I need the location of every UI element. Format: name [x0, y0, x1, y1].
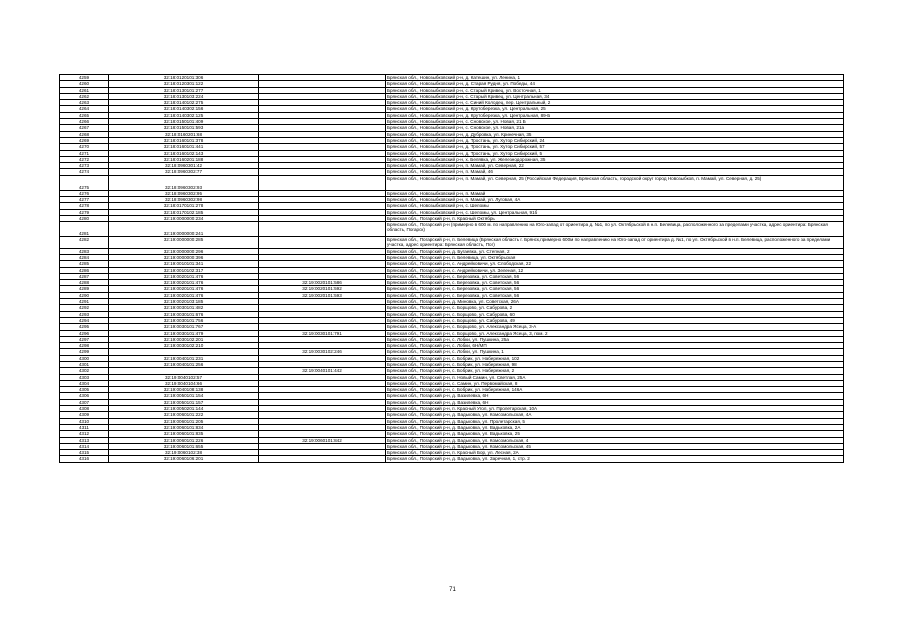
cadastral-number-cell: 32:19:0060102:38 — [109, 450, 259, 456]
row-number-cell: 4266 — [60, 119, 109, 125]
cadastral-number-cell: 32:18:0960301:42 — [109, 163, 259, 169]
address-cell: Брянская обл., Погарский р-н, с. Андрейковичи, ул. Зеленая, 12 — [386, 267, 844, 273]
cadastral-number-cell: 32:18:0120101:306 — [109, 75, 259, 81]
cadastral-number-cell: 32:19:0000000:296 — [109, 248, 259, 254]
cadastral-number-cell: 32:19:0030101:482 — [109, 305, 259, 311]
address-cell: Брянская обл., Новозыбковский р-н, д. Крутоберезка, ул. Центральная, 25 — [386, 106, 844, 112]
parcel-number-cell: 32:19:0030101:791 — [259, 330, 386, 336]
page-number: 71 — [449, 587, 456, 593]
row-number-cell: 4296 — [60, 330, 109, 336]
row-number-cell: 4261 — [60, 87, 109, 93]
address-cell: Брянская обл., Погарский р-н, с. Самин, ул. Первомайская, 8 — [386, 380, 844, 386]
row-number-cell: 4310 — [60, 418, 109, 424]
row-number-cell: 4278 — [60, 203, 109, 209]
address-cell: Брянская обл., Новозыбковский р-н, д. Катешин, ул. Ленина, 1 — [386, 75, 844, 81]
cadastral-number-cell: 32:19:0050101:154 — [109, 393, 259, 399]
row-number-cell: 4291 — [60, 299, 109, 305]
cadastral-number-cell: 32:18:0160201:188 — [109, 156, 259, 162]
parcel-number-cell — [259, 456, 386, 462]
row-number-cell: 4263 — [60, 100, 109, 106]
row-number-cell: 4260 — [60, 81, 109, 87]
parcel-number-cell: 32:19:0060101:842 — [259, 437, 386, 443]
address-cell: Брянская обл., Погарский р-н, д. Вадьковка, ул. Пролетарская, 5 — [386, 418, 844, 424]
row-number-cell: 4280 — [60, 215, 109, 221]
row-number-cell: 4290 — [60, 292, 109, 298]
parcel-number-cell — [259, 222, 386, 237]
cadastral-number-cell: 32:18:0130101:277 — [109, 87, 259, 93]
address-cell: Брянская обл., Погарский р-н (примерно в 600 м. по направлению на Юго-запад от ориентира д. №1, по ул. Октябрьской в н.п. Белевица, расположенного за пределами участка, адрес ориентира: Брянская область, Погарск) — [386, 222, 844, 237]
address-cell: Брянская обл., Погарский р-н, с. Борщово, ул. Сабурова, 60 — [386, 311, 844, 317]
cadastral-number-cell: 32:18:0140102:275 — [109, 100, 259, 106]
cadastral-number-cell: 32:19:0000000:234 — [109, 215, 259, 221]
address-cell: Брянская обл., Погарский р-н, с. Борщово, ул. Сабурова, 2 — [386, 305, 844, 311]
row-number-cell: 4308 — [60, 406, 109, 412]
cadastral-number-cell: 32:18:0120301:122 — [109, 81, 259, 87]
address-cell: Брянская обл., Новозыбковский р-н, с. Шеломы, ул. Центральная, 91б — [386, 209, 844, 215]
row-number-cell: 4276 — [60, 190, 109, 196]
address-cell: Брянская обл., Погарский р-н, с. Борщово, ул. Александра Ясеца, 3, пом. 2 — [386, 330, 844, 336]
cadastral-number-cell: 32:19:0000000:241 — [109, 222, 259, 237]
address-cell: Брянская обл., Новозыбковский р-н, д. Старая Рудня, ул. Победы, 44 — [386, 81, 844, 87]
address-cell: Брянская обл., Погарский р-н, с. Лобки, ул. Пушкина, 1 — [386, 349, 844, 355]
row-number-cell: 4284 — [60, 254, 109, 260]
cadastral-number-cell: 32:19:0050101:157 — [109, 399, 259, 405]
row-number-cell: 4297 — [60, 336, 109, 342]
cadastral-number-cell: 32:19:0020101:476 — [109, 273, 259, 279]
cadastral-number-cell: 32:19:0040108:138 — [109, 387, 259, 393]
cadastral-number-cell: 32:18:0140302:125 — [109, 112, 259, 118]
address-cell: Брянская обл., Новозыбковский р-н, с. Сновское, ул. Новая, 21 Б — [386, 119, 844, 125]
address-cell: Брянская обл., Погарский р-н, п. Красный Октябрь — [386, 215, 844, 221]
row-number-cell: 4283 — [60, 248, 109, 254]
row-number-cell: 4259 — [60, 75, 109, 81]
row-number-cell: 4274 — [60, 169, 109, 175]
row-number-cell: 4288 — [60, 280, 109, 286]
cadastral-number-cell: 32:19:0030101:756 — [109, 317, 259, 323]
row-number-cell: 4269 — [60, 137, 109, 143]
address-cell: Брянская обл., Новозыбковский р-н, с. Сновское, ул. Новая, 21а — [386, 125, 844, 131]
row-number-cell: 4305 — [60, 387, 109, 393]
cadastral-number-cell: 32:19:0030101:479 — [109, 330, 259, 336]
address-cell: Брянская обл., Погарский р-н, д. Вазилевка, 6Н — [386, 399, 844, 405]
row-number-cell: 4285 — [60, 261, 109, 267]
address-cell: Брянская обл., Новозыбковский р-н, д. Тростань, ул. Хутор Сибирский, 57 — [386, 144, 844, 150]
cadastral-number-cell: 32:19:0020101:476 — [109, 286, 259, 292]
row-number-cell: 4262 — [60, 93, 109, 99]
address-cell: Брянская обл., Погарский р-н, с. Бобрик, ул. Набережная, 98 — [386, 361, 844, 367]
address-cell: Брянская обл., Новозыбковский р-н, с. Синий Колодец, пер. Центральный, 2 — [386, 100, 844, 106]
cadastral-number-cell: 32:19:0000000:396 — [109, 254, 259, 260]
row-number-cell: 4268 — [60, 131, 109, 137]
row-number-cell: 4272 — [60, 156, 109, 162]
cadastral-number-cell: 32:18:0140302:156 — [109, 106, 259, 112]
cadastral-number-cell: 32:19:0020101:476 — [109, 292, 259, 298]
row-number-cell: 4315 — [60, 450, 109, 456]
cadastral-number-cell: 32:18:0150101:409 — [109, 119, 259, 125]
cadastral-number-cell: 32:19:0040102:57 — [109, 374, 259, 380]
address-cell: Брянская обл., Погарский р-н, д. Бугаевка, ул. Степная, 2 — [386, 248, 844, 254]
cadastral-number-cell: 32:19:0060101:205 — [109, 418, 259, 424]
row-number-cell: 4304 — [60, 380, 109, 386]
cadastral-number-cell: 32:18:0960302:98 — [109, 197, 259, 203]
registry-table — [59, 74, 844, 463]
cadastral-number-cell: 32:19:0060101:226 — [109, 437, 259, 443]
cadastral-number-cell: 32:19:0040101:256 — [109, 361, 259, 367]
address-cell: Брянская обл., Погарский р-н, п. Белевица (Брянская область г. Брянск,примерно 600м по направлению на Юго-запад от ориентира д. №1, по ул. Октябрьской в н.п. Белевица, расположенного за пределами участка, адрес ориентира: Брянская область, Пог) — [386, 237, 844, 248]
registry-table-body — [60, 75, 844, 463]
row-number-cell: 4295 — [60, 324, 109, 330]
row-number-cell: 4312 — [60, 431, 109, 437]
address-cell: Брянская обл., Погарский р-н, д. Вадьковка, ул. Вадьковка, 2А — [386, 424, 844, 430]
cadastral-number-cell: 32:18:0160201:68 — [109, 131, 259, 137]
row-number-cell: 4301 — [60, 361, 109, 367]
parcel-number-cell — [259, 237, 386, 248]
address-cell: Брянская обл., Новозыбковский р-н, п. Мамай, ул. Северная, 22 — [386, 163, 844, 169]
cadastral-number-cell: 32:19:0040101:231 — [109, 355, 259, 361]
cadastral-number-cell: 32:19:0060101:222 — [109, 412, 259, 418]
address-cell: Брянская обл., Погарский р-н, с. Березовка, ул. Советская, 56 — [386, 280, 844, 286]
address-cell: Брянская обл., Новозыбковский р-н, п. Мамай — [386, 190, 844, 196]
row-number-cell: 4307 — [60, 399, 109, 405]
cadastral-number-cell: 32:18:0150101:593 — [109, 125, 259, 131]
address-cell: Брянская обл., Погарский р-н, д. Вадьковка, ул. Комсомольская, 45 — [386, 443, 844, 449]
row-number-cell: 4314 — [60, 443, 109, 449]
row-number-cell: 4298 — [60, 343, 109, 349]
table-row — [60, 222, 844, 237]
address-cell: Брянская обл., Погарский р-н, п. Новый Самин, ул. Светлая, 25А — [386, 374, 844, 380]
address-cell: Брянская обл., Погарский р-н, с. Лобки, ул. Пушкина, 25а — [386, 336, 844, 342]
address-cell: Брянская обл., Новозыбковский р-н, х. Белявка, ул. Железнодорожная, 35 — [386, 156, 844, 162]
row-number-cell: 4281 — [60, 222, 109, 237]
address-cell: Брянская обл., Новозыбковский р-н, с. Старый Кривец, ул. Центральная, 34 — [386, 93, 844, 99]
cadastral-number-cell: 32:18:0960302:93 — [109, 175, 259, 190]
cadastral-number-cell: 32:19:0020103:185 — [109, 299, 259, 305]
row-number-cell: 4287 — [60, 273, 109, 279]
cadastral-number-cell: 32:18:0960302:77 — [109, 169, 259, 175]
address-cell: Брянская обл., Погарский р-н, с. Березовка, ул. Советская, 56 — [386, 286, 844, 292]
cadastral-number-cell: 32:19:0060101:835 — [109, 431, 259, 437]
address-cell: Брянская обл., Погарский р-н, с. Березовка, ул. Советская, 56 — [386, 292, 844, 298]
row-number-cell: 4282 — [60, 237, 109, 248]
address-cell: Брянская обл., Погарский р-н, с. Бобрик, ул. Набережная, 2 — [386, 368, 844, 374]
row-number-cell: 4309 — [60, 412, 109, 418]
table-row — [60, 456, 844, 462]
address-cell: Брянская обл., Новозыбковский р-н, п. Мамай, 46 — [386, 169, 844, 175]
row-number-cell: 4293 — [60, 311, 109, 317]
cadastral-number-cell: 32:19:0030102:201 — [109, 336, 259, 342]
row-number-cell: 4306 — [60, 393, 109, 399]
parcel-number-cell — [259, 175, 386, 190]
cadastral-number-cell: 32:19:0060106:201 — [109, 456, 259, 462]
row-number-cell: 4279 — [60, 209, 109, 215]
cadastral-number-cell: 32:19:0010101:341 — [109, 261, 259, 267]
address-cell: Брянская обл., Погарский р-н, д. Вадьковка, ул. Комсомольская, 4 — [386, 437, 844, 443]
row-number-cell: 4292 — [60, 305, 109, 311]
address-cell: Брянская обл., Погарский р-н, п. Красный Угол, ул. Пролетарская, 10А — [386, 406, 844, 412]
cadastral-number-cell: 32:18:0960302:95 — [109, 190, 259, 196]
address-cell: Брянская обл., Погарский р-н, д. Миновка, ул. Советская, 26А — [386, 299, 844, 305]
cadastral-number-cell: 32:19:0000000:285 — [109, 237, 259, 248]
address-cell: Брянская обл., Погарский р-н, с. Борщово, ул. Александра Ясеца, 3-А — [386, 324, 844, 330]
parcel-number-cell: 32:19:0030102:246 — [259, 349, 386, 355]
row-number-cell: 4264 — [60, 106, 109, 112]
row-number-cell: 4286 — [60, 267, 109, 273]
cadastral-number-cell: 32:19:0020101:476 — [109, 280, 259, 286]
address-cell: Брянская обл., Погарский р-н, с. Борщово, ул. Сабурова, 49 — [386, 317, 844, 323]
cadastral-number-cell: 32:18:0160102:143 — [109, 150, 259, 156]
address-cell: Брянская обл., Новозыбковский р-н, п. Мамай, ул. Луговая, 4А — [386, 197, 844, 203]
address-cell: Брянская обл., Новозыбковский р-н, д. Тростань, ул. Хутор Сибирский, 24 — [386, 137, 844, 143]
table-row — [60, 175, 844, 190]
cadastral-number-cell: 32:19:0040104:66 — [109, 380, 259, 386]
cadastral-number-cell: 32:18:0160101:441 — [109, 144, 259, 150]
cadastral-number-cell: 32:18:0160101:378 — [109, 137, 259, 143]
address-cell: Брянская обл., Погарский р-н, с. Лобки, 6Н/МП — [386, 343, 844, 349]
parcel-number-cell: 32:19:0020101:586 — [259, 280, 386, 286]
cadastral-number-cell: 32:19:0010102:317 — [109, 267, 259, 273]
address-cell: Брянская обл., Погарский р-н, д. Вадьковка, ул. Вадьковка, 25 — [386, 431, 844, 437]
cadastral-number-cell: 32:19:0030102:210 — [109, 343, 259, 349]
address-cell: Брянская обл., Новозыбковский р-н, д. Дубровка, ул. Кринечная, 35 — [386, 131, 844, 137]
cadastral-number-cell: 32:19:0060101:834 — [109, 424, 259, 430]
address-cell: Брянская обл., Погарский р-н, д. Вадьковка, ул. Комсомольская, 4А — [386, 412, 844, 418]
address-cell: Брянская обл., Новозыбковский р-н, д. Тростань, ул. Хутор Сибирский, 5 — [386, 150, 844, 156]
row-number-cell: 4270 — [60, 144, 109, 150]
row-number-cell: 4294 — [60, 317, 109, 323]
address-cell: Брянская обл., Погарский р-н, п. Белевица, ул. Октябрьская — [386, 254, 844, 260]
address-cell: Брянская обл., Погарский р-н, с. Бобрик, ул. Набережная, 146А — [386, 387, 844, 393]
row-number-cell: 4316 — [60, 456, 109, 462]
cadastral-number-cell: 32:19:0060101:655 — [109, 443, 259, 449]
address-cell: Брянская обл., Погарский р-н, п. Красный Бор, ул. Лесная, 2А — [386, 450, 844, 456]
parcel-number-cell: 32:19:0020101:593 — [259, 292, 386, 298]
address-cell: Брянская обл., Новозыбковский р-н, д. Крутоберезка, ул. Центральная, 89-Б — [386, 112, 844, 118]
cadastral-number-cell: 32:19:0050201:144 — [109, 406, 259, 412]
address-cell: Брянская обл., Погарский р-н, д. Вадьковка, ул. Заречная, 1, стр. 2 — [386, 456, 844, 462]
row-number-cell: 4303 — [60, 374, 109, 380]
address-cell: Брянская обл., Новозыбковский р-н, с. Шеломы — [386, 203, 844, 209]
row-number-cell: 4265 — [60, 112, 109, 118]
cadastral-number-cell: 32:18:0170101:278 — [109, 203, 259, 209]
row-number-cell: 4267 — [60, 125, 109, 131]
row-number-cell: 4302 — [60, 368, 109, 374]
row-number-cell: 4289 — [60, 286, 109, 292]
row-number-cell: 4300 — [60, 355, 109, 361]
parcel-number-cell: 32:19:0040101:442 — [259, 368, 386, 374]
row-number-cell: 4299 — [60, 349, 109, 355]
address-cell: Брянская обл., Погарский р-н, с. Бобрик, ул. Набережная, 102 — [386, 355, 844, 361]
row-number-cell: 4313 — [60, 437, 109, 443]
table-row — [60, 237, 844, 248]
address-cell: Брянская обл., Погарский р-н, д. Вазилевка, 6Н — [386, 393, 844, 399]
row-number-cell: 4275 — [60, 175, 109, 190]
row-number-cell: 4271 — [60, 150, 109, 156]
parcel-number-cell: 32:19:0020101:592 — [259, 286, 386, 292]
cadastral-number-cell: 32:19:0030101:676 — [109, 311, 259, 317]
cadastral-number-cell: 32:18:0130103:224 — [109, 93, 259, 99]
row-number-cell: 4273 — [60, 163, 109, 169]
row-number-cell: 4277 — [60, 197, 109, 203]
cadastral-number-cell: 32:19:0030101:767 — [109, 324, 259, 330]
address-cell: Брянская обл., Погарский р-н, с. Андрейковичи, ул. Слободская, 22 — [386, 261, 844, 267]
address-cell: Брянская обл., Погарский р-н, с. Березовка, ул. Советская, 56 — [386, 273, 844, 279]
cadastral-number-cell: 32:18:0170102:185 — [109, 209, 259, 215]
row-number-cell: 4311 — [60, 424, 109, 430]
address-cell: Брянская обл., Новозыбковский р-н, п. Мамай, ул. Северная, 25 (Российская Федерация, Брянская область, городской округ город Новозыбков, п. Мамай, ул. Северная, д. 25) — [386, 175, 844, 190]
address-cell: Брянская обл., Новозыбковский р-н, с. Старый Кривец, ул. Восточная, 1 — [386, 87, 844, 93]
